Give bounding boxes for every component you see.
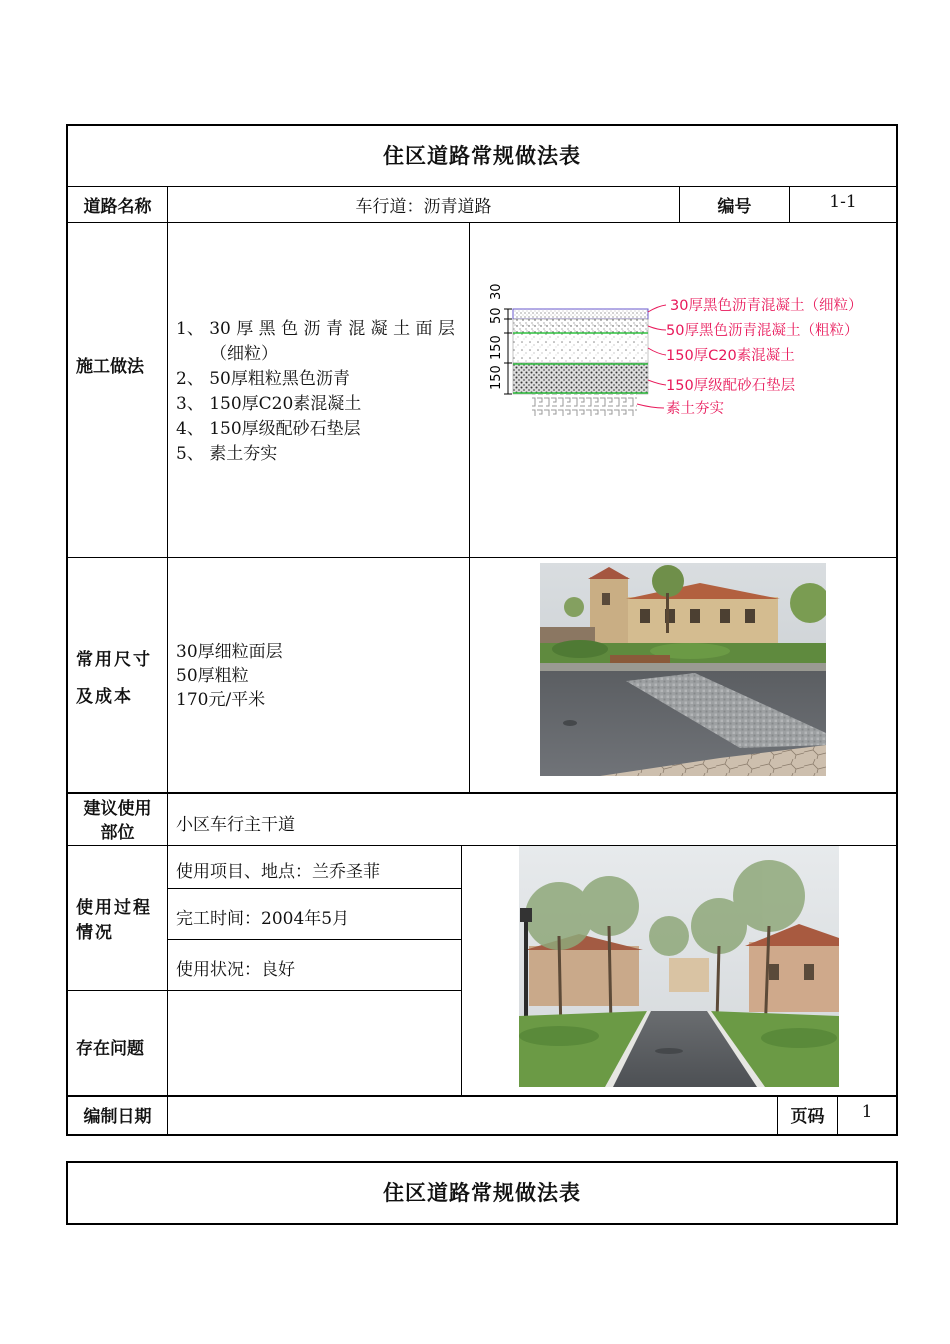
process-project: 使用项目、地点：兰乔圣菲 (176, 862, 380, 882)
table-title: 住区道路常规做法表 (383, 144, 581, 168)
dim-label: 30 (489, 283, 504, 300)
issue-label: 存在问题 (76, 1039, 144, 1059)
dim-label: 50 (489, 307, 504, 324)
layer-label: 素土夯实 (666, 401, 724, 417)
process-completion: 完工时间：2004年5月 (176, 909, 350, 929)
page-value: 1 (861, 1102, 873, 1122)
layer-compacted-earth (532, 394, 637, 416)
dimension-marks (489, 283, 512, 394)
layer-fine-asphalt (513, 309, 648, 319)
road-name-label: 道路名称 (83, 197, 152, 217)
method-item: 3、 150厚C20素混凝土 (176, 394, 362, 414)
dim-label: 150 (489, 365, 504, 390)
road-name-value: 车行道：沥青道路 (355, 197, 492, 217)
size-item: 170元/平米 (176, 690, 266, 710)
layer-gravel (513, 363, 648, 394)
usage-label: 建议使用 部位 (83, 799, 152, 843)
layer-label: 30厚黑色沥青混凝土（细粒） (670, 298, 863, 314)
method-item: 5、 素土夯实 (176, 444, 278, 464)
process-status: 使用状况：良好 (176, 960, 295, 980)
layer-label: 50厚黑色沥青混凝土（粗粒） (666, 323, 859, 339)
dim-label: 150 (489, 335, 504, 360)
usage-value: 小区车行主干道 (176, 815, 295, 835)
road-photo-villa (540, 563, 826, 776)
date-label: 编制日期 (83, 1107, 152, 1127)
size-item: 50厚粗粒 (176, 666, 249, 686)
layer-label: 150厚级配砂石垫层 (666, 378, 796, 394)
size-item: 30厚细粒面层 (176, 642, 283, 662)
process-label: 使用过程 情况 (76, 898, 152, 943)
method-label: 施工做法 (76, 357, 144, 377)
road-photo-avenue (519, 846, 839, 1087)
method-item: （细粒） (210, 344, 278, 364)
table-title: 住区道路常规做法表 (383, 1181, 581, 1205)
code-value: 1-1 (829, 192, 857, 212)
code-label: 编号 (717, 197, 752, 217)
method-list (176, 317, 466, 467)
method-item: 2、 50厚粗粒黑色沥青 (176, 369, 350, 389)
layer-concrete (513, 333, 648, 363)
method-item: 1、 30 厚 黑 色 沥 青 混 凝 土 面 层 (176, 319, 455, 339)
page-label: 页码 (790, 1107, 825, 1127)
layer-coarse-asphalt (513, 319, 648, 333)
size-list (176, 640, 283, 712)
pavement-section-diagram (480, 276, 890, 426)
size-label: 常用尺寸 及成本 (76, 650, 152, 707)
method-item: 4、 150厚级配砂石垫层 (176, 419, 361, 439)
layer-label: 150厚C20素混凝土 (666, 348, 795, 364)
